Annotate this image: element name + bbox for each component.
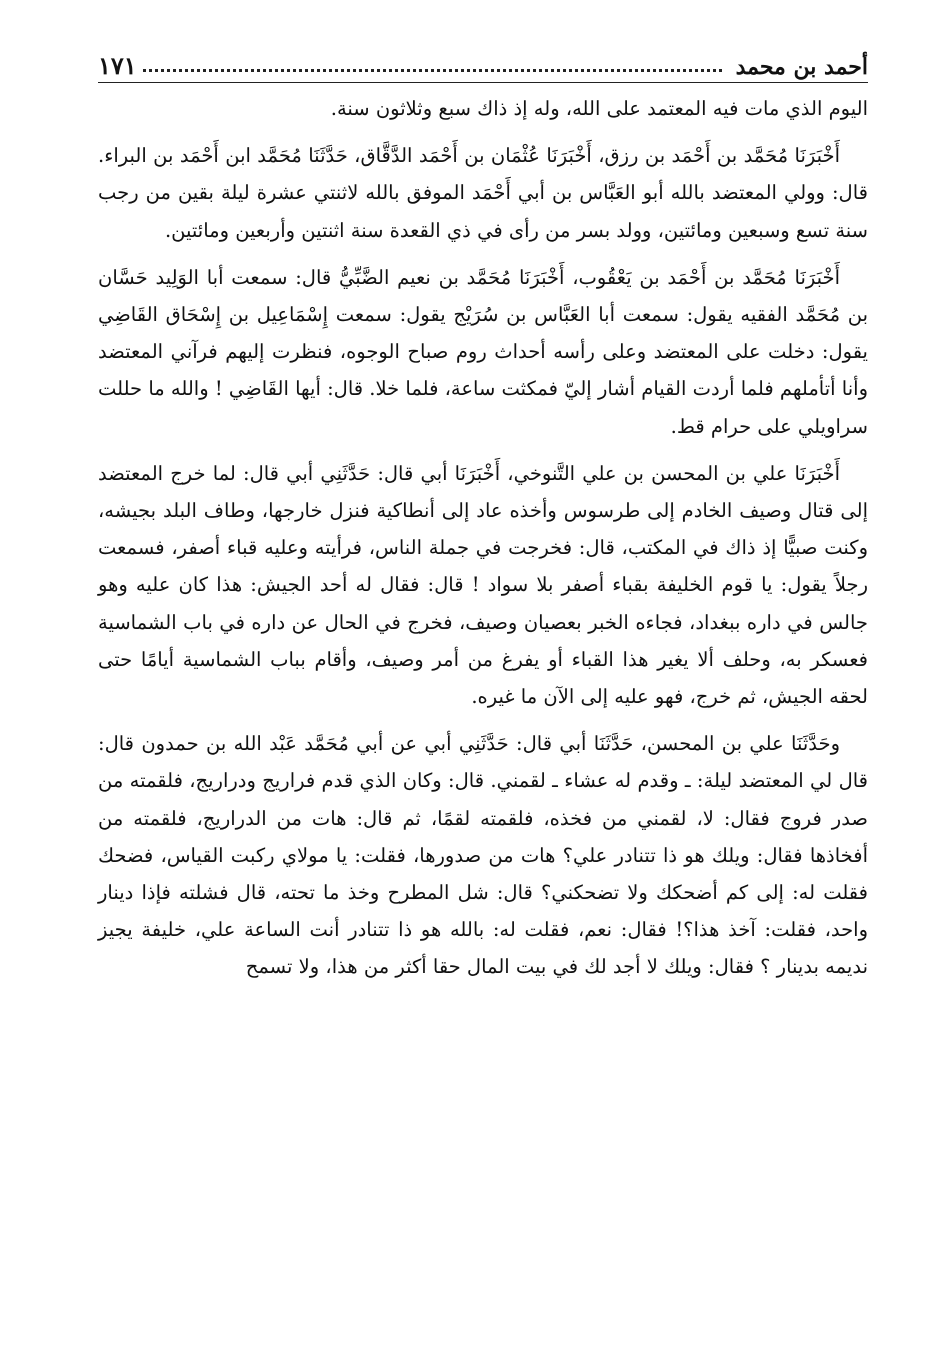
- paragraph: أَخْبَرَنَا مُحَمَّد بن أَحْمَد بن رزق، أَخْبَرَنَا عُثْمَان بن أَحْمَد الدَّقَّاق، حَدَّثَنَا مُحَمَّد ابن أَحْمَد بن البراء. قال: وولي المعتضد بالله أبو العَبَّاس بن أبي أَحْمَد الموفق بالله لاثنتي عشرة ليلة بقين من رجب سنة تسع وسبعين ومائتين، وولد بسر من رأى في ذي القعدة سنة اثنتين وأربعين ومائتين.: [98, 144, 868, 242]
- leader-dots: [143, 69, 722, 72]
- paragraph: وحَدَّثَنَا علي بن المحسن، حَدَّثَنَا أبي قال: حَدَّثَنِي أبي عن أبي مُحَمَّد عَبْد الله بن حمدون قال: قال لي المعتضد ليلة: ـ وقدم له عشاء ـ لقمني. قال: وكان الذي قدم فراريج ودراريج، فلقمته من صدر فروج فقال: لا، لقمني من فخذه، فلقمته لقمًا، ثم قال: هات من الدراريج، فلقمته من أفخاذها فقال: ويلك هو ذا تتنادر علي؟ هات من صدورها، فقلت: يا مولاي ركبت القياس، فضحك فقلت له: إلى كم أضحكك ولا تضحكني؟ قال: شل المطرح وخذ ما تحته، قال فشلته فإذا دينار واحد، فقلت: آخذ هذا؟! فقال: نعم، فقلت له: بالله هو ذا تتنادر أنت الساعة علي، خليفة يجيز نديمه بدينار ؟ فقال: ويلك لا أجد لك في بيت المال حقا أكثر من هذا، ولا تسمح: [98, 732, 868, 979]
- body-text: [98, 90, 868, 996]
- paragraph: اليوم الذي مات فيه المعتمد على الله، وله إذ ذاك سبع وثلاثون سنة.: [330, 97, 868, 120]
- paragraph: أَخْبَرَنَا مُحَمَّد بن أَحْمَد بن يَعْقُوب، أَخْبَرَنَا مُحَمَّد بن نعيم الضَّبِّيُّ قال: سمعت أبا الوَلِيد حَسَّان بن مُحَمَّد الفقيه يقول: سمعت أبا العَبَّاس بن سُرَيْج يقول: سمعت إِسْمَاعِيل بن إِسْحَاق القَاضِي يقول: دخلت على المعتضد وعلى رأسه أحداث روم صباح الوجوه، فنظرت إليهم فرآني المعتضد وأنا أتأملهم فلما أردت القيام أشار إليّ فمكثت ساعة، فلما خلا. قال: أيها القَاضِي ! والله ما حللت سراويلي على حرام قط.: [98, 265, 868, 438]
- running-title: أحمد بن محمد: [735, 54, 868, 80]
- page-number: ١٧١: [98, 51, 137, 80]
- page-header: [98, 36, 868, 80]
- header-rule: [98, 82, 868, 83]
- paragraph: أَخْبَرَنَا علي بن المحسن بن علي التَّنوخي، أَخْبَرَنَا أبي قال: حَدَّثَنِي أبي قال: لما خرج المعتضد إلى قتال وصيف الخادم إلى طرسوس وأخذه عاد إلى أنطاكية فنزل خارجها، وطاف البلد بجيشه، وكنت صبيًّا إذ ذاك في المكتب، قال: فخرجت في جملة الناس، فرأيته وعليه قباء أصفر، فسمعت رجلاً يقول: يا قوم الخليفة بقباء أصفر بلا سواد ! قال: فقال له أحد الجيش: هذا كان عليه وهو جالس في داره ببغداد، فجاءه الخبر بعصيان وصيف، فخرج في الحال عن داره في باب الشماسية فعسكر به، وحلف ألا يغير هذا القباء أو يفرغ من أمر وصيف، وأقام بباب الشماسية أيامًا حتى لحقه الجيش، ثم خرج، فهو عليه إلى الآن ما غيره.: [98, 461, 868, 709]
